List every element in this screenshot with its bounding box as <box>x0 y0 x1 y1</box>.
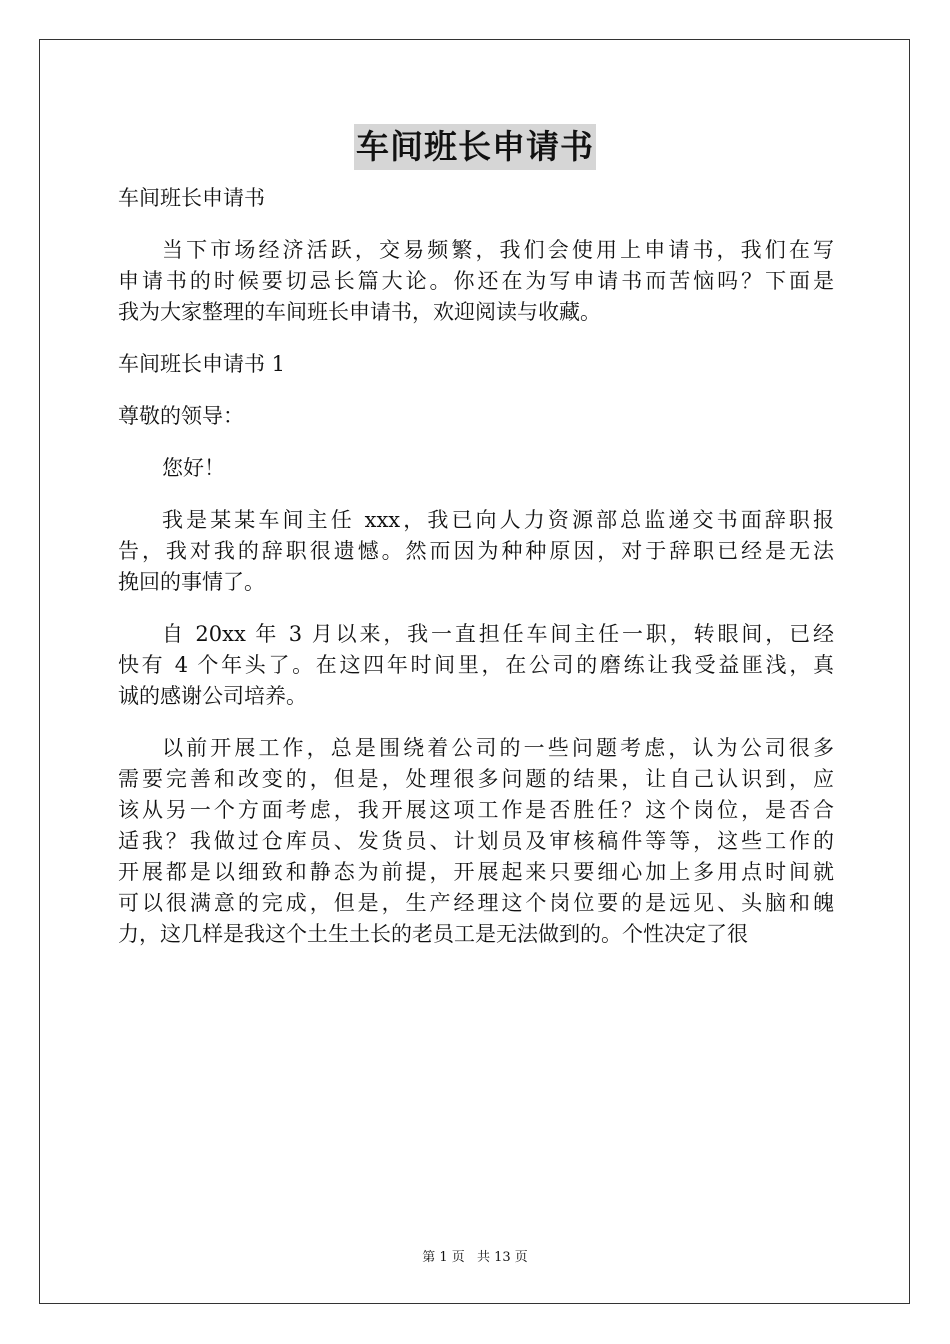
text-line: 当下市场经济活跃，交易频繁，我们会使用上申请书，我们在写 <box>162 238 834 262</box>
text-line: 您好！ <box>162 456 225 480</box>
text-line: 力，这几样是我这个土生土长的老员工是无法做到的。个性决定了很 <box>118 922 748 946</box>
paragraph <box>118 619 834 712</box>
text-line: 我为大家整理的车间班长申请书，欢迎阅读与收藏。 <box>118 300 601 324</box>
paragraph <box>118 733 834 950</box>
paragraph <box>118 453 834 484</box>
paragraph <box>118 401 834 432</box>
page-total: 共 13 页 <box>476 1250 528 1265</box>
text-line: 自 20xx 年 3 月以来，我一直担任车间主任一职，转眼间，已经 <box>162 622 834 646</box>
paragraph <box>118 505 834 598</box>
text-line: 快有 4 个年头了。在这四年时间里，在公司的磨练让我受益匪浅，真 <box>118 653 834 677</box>
text-line: 适我？我做过仓库员、发货员、计划员及审核稿件等等，这些工作的 <box>118 829 834 853</box>
text-line: 我是某某车间主任 xxx，我已向人力资源部总监递交书面辞职报 <box>162 508 834 532</box>
text-line: 需要完善和改变的，但是，处理很多问题的结果，让自己认识到，应 <box>118 767 834 791</box>
page-footer <box>0 1249 950 1267</box>
paragraph <box>118 235 834 328</box>
paragraph <box>118 349 834 380</box>
text-line: 可以很满意的完成，但是，生产经理这个岗位要的是远见、头脑和魄 <box>118 891 834 915</box>
text-line: 以前开展工作，总是围绕着公司的一些问题考虑，认为公司很多 <box>162 736 834 760</box>
text-line: 车间班长申请书 <box>118 186 265 210</box>
document-title: 车间班长申请书 <box>354 124 596 170</box>
text-line: 诚的感谢公司培养。 <box>118 684 307 708</box>
text-line: 申请书的时候要切忌长篇大论。你还在为写申请书而苦恼吗？下面是 <box>118 269 834 293</box>
text-line: 开展都是以细致和静态为前提，开展起来只要细心加上多用点时间就 <box>118 860 834 884</box>
text-line: 尊敬的领导： <box>118 404 244 428</box>
title-container <box>0 124 950 170</box>
text-line: 车间班长申请书 1 <box>118 352 286 376</box>
text-line: 挽回的事情了。 <box>118 570 265 594</box>
page-number: 第 1 页 <box>422 1250 465 1265</box>
paragraph <box>118 183 834 214</box>
document-body <box>118 183 834 971</box>
text-line: 告，我对我的辞职很遗憾。然而因为种种原因，对于辞职已经是无法 <box>118 539 834 563</box>
text-line: 该从另一个方面考虑，我开展这项工作是否胜任？这个岗位，是否合 <box>118 798 834 822</box>
